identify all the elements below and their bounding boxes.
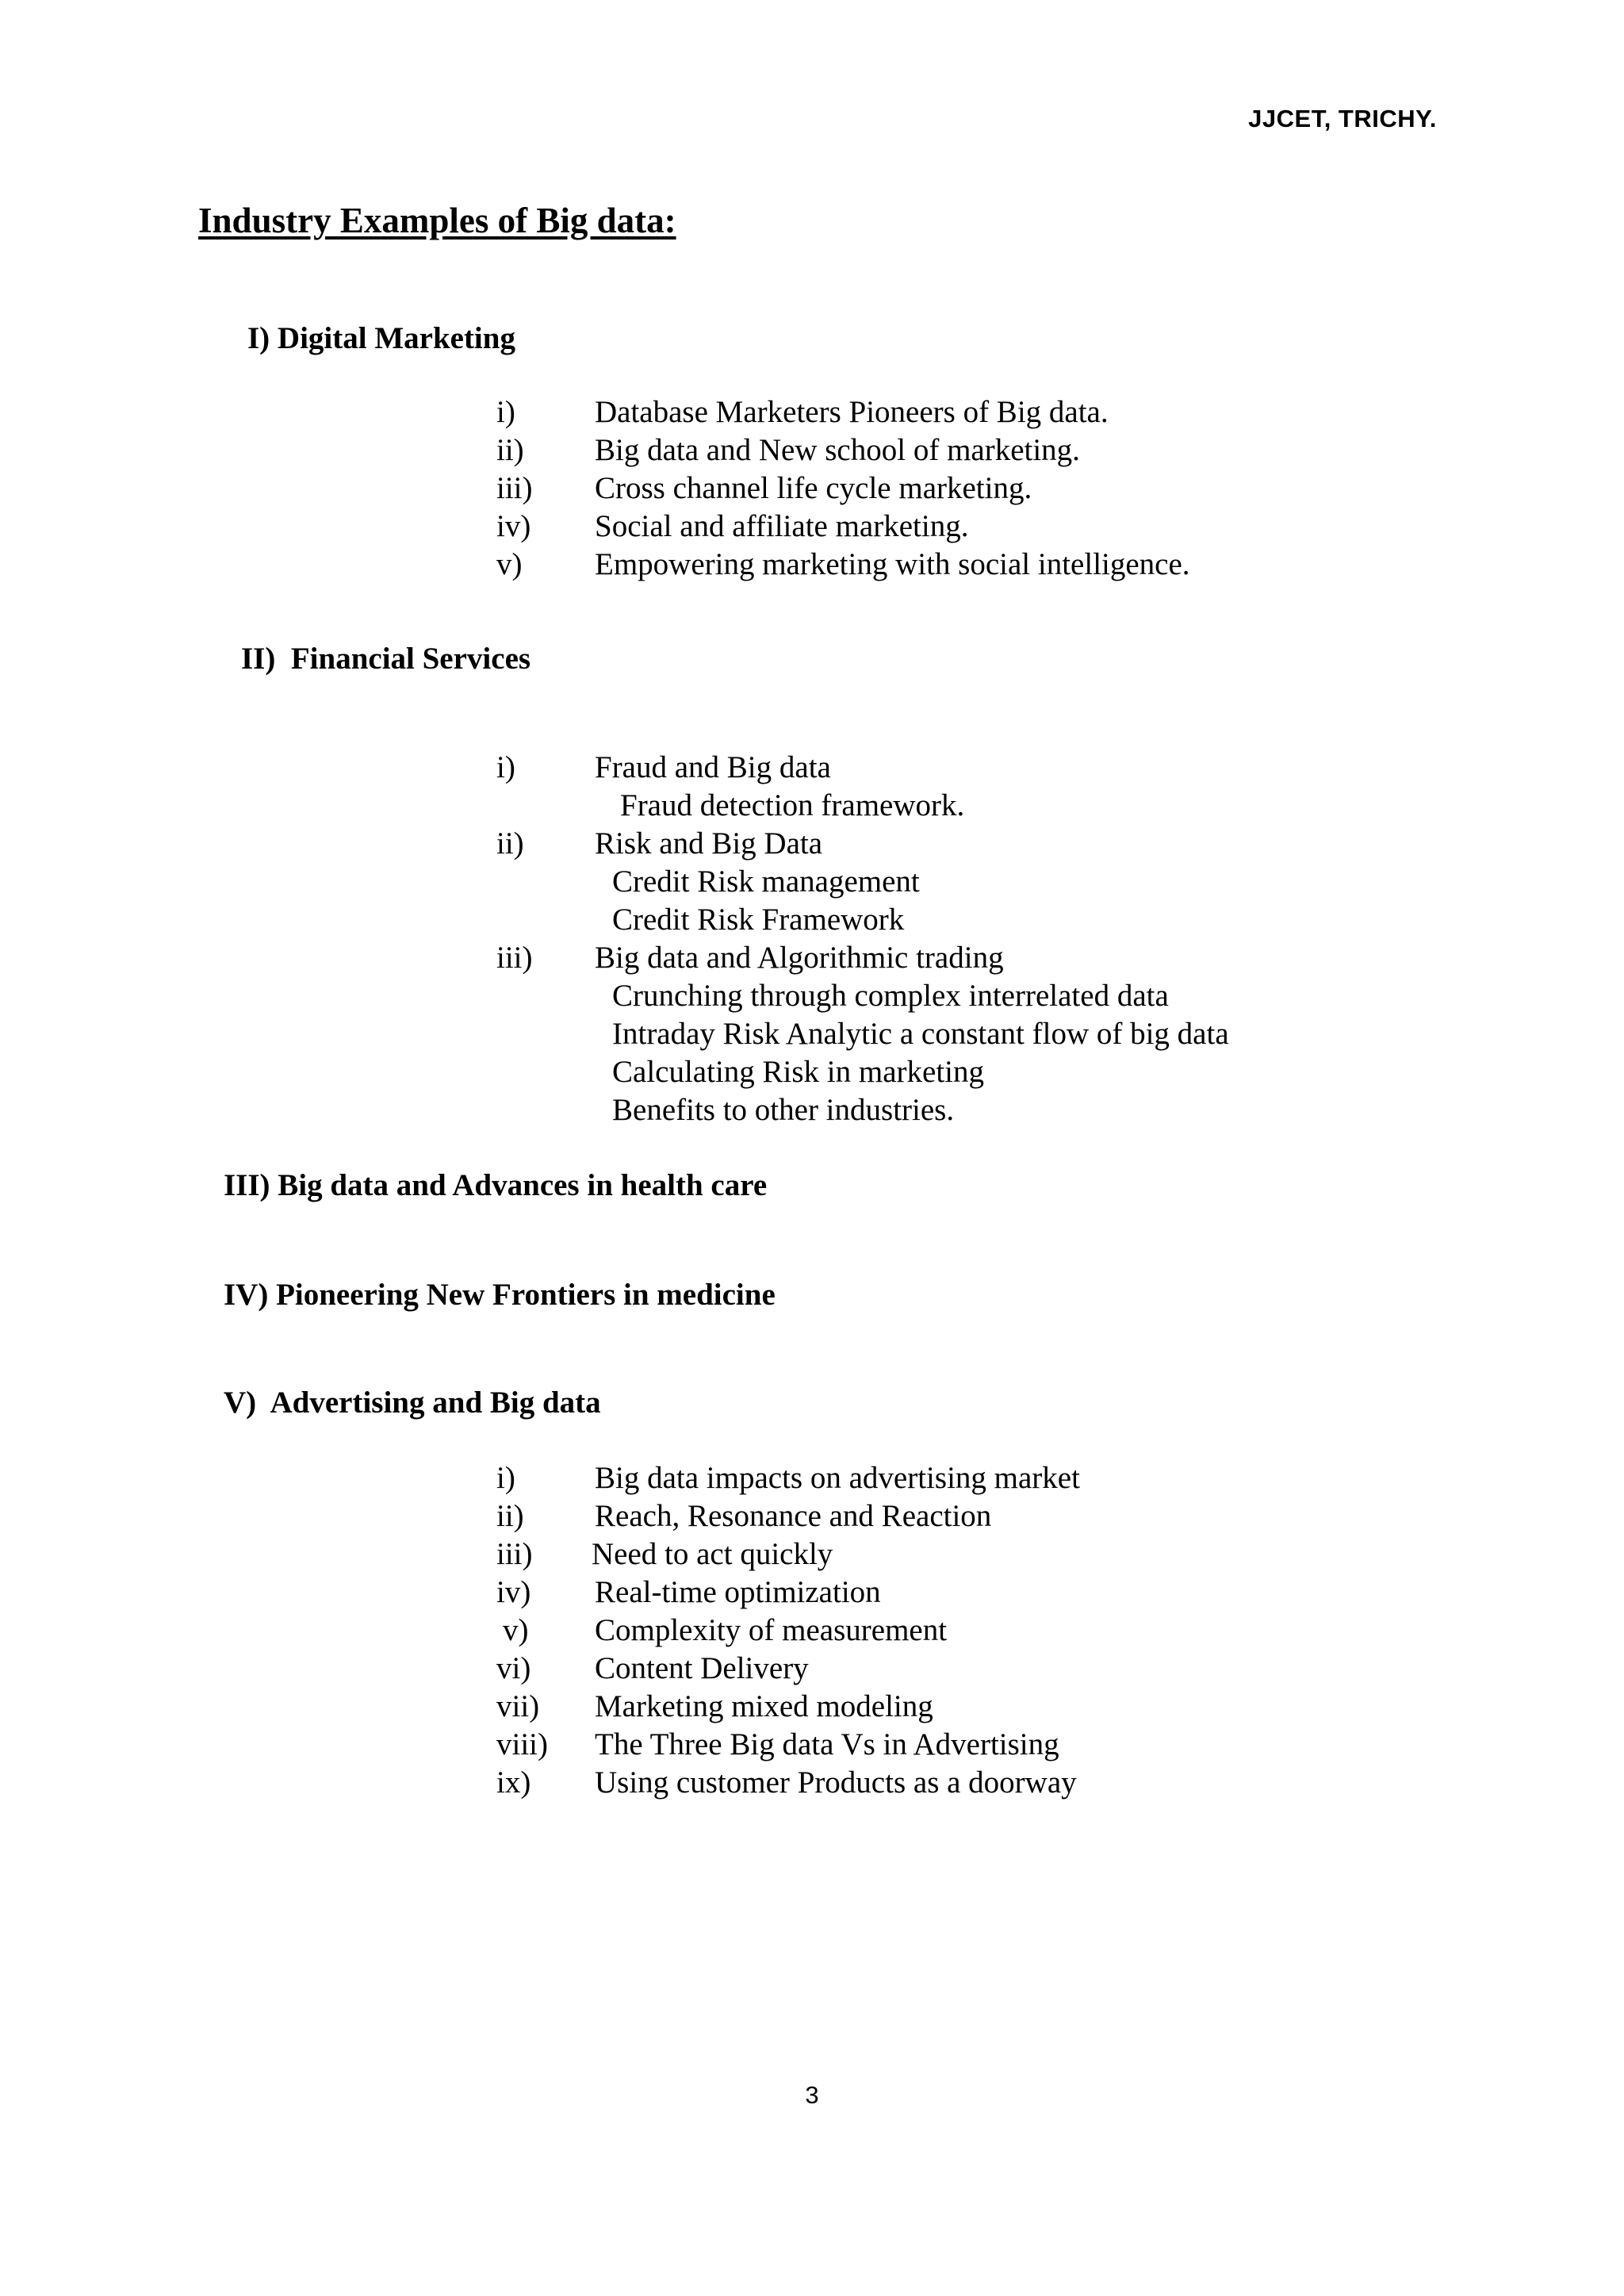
item-number: v) — [496, 547, 523, 581]
item-number: viii) — [496, 1727, 548, 1761]
item-text: Big data and Algorithmic trading — [595, 941, 1004, 975]
item-text: Real-time optimization — [595, 1575, 881, 1609]
sub-item-text: Crunching through complex interrelated data — [612, 979, 1169, 1013]
item-number: ii) — [496, 1499, 524, 1533]
item-text: Marketing mixed modeling — [595, 1689, 933, 1723]
item-number: iii) — [496, 941, 533, 975]
item-number: iv) — [496, 509, 531, 543]
section-heading-advertising: V) Advertising and Big data — [224, 1386, 601, 1420]
item-text: Using customer Products as a doorway — [595, 1765, 1077, 1800]
item-number: i) — [496, 750, 515, 784]
section-heading-health-care: III) Big data and Advances in health care — [224, 1168, 768, 1202]
sub-item-text: Calculating Risk in marketing — [612, 1055, 985, 1089]
item-text: Empowering marketing with social intelligence. — [595, 547, 1190, 581]
item-number: i) — [496, 1461, 515, 1495]
sub-item-text: Intraday Risk Analytic a constant flow of big data — [612, 1017, 1229, 1051]
item-text: Reach, Resonance and Reaction — [595, 1499, 992, 1533]
item-text: Fraud and Big data — [595, 750, 831, 784]
section-heading-financial-services: II) Financial Services — [241, 642, 531, 676]
item-number: iii) — [496, 471, 533, 505]
item-text: Content Delivery — [595, 1651, 809, 1685]
item-text: Big data impacts on advertising market — [595, 1461, 1080, 1495]
item-number: iii) — [496, 1537, 533, 1571]
item-text: Complexity of measurement — [595, 1613, 948, 1647]
item-number: ii) — [496, 826, 524, 861]
item-text: Need to act quickly — [592, 1537, 833, 1571]
item-number: vii) — [496, 1689, 540, 1723]
sub-item-text: Fraud detection framework. — [620, 788, 965, 822]
header-institute: JJCET, TRICHY. — [1248, 105, 1437, 132]
page-title: Industry Examples of Big data: — [198, 201, 676, 240]
item-number: iv) — [496, 1575, 531, 1609]
item-text: Risk and Big Data — [595, 826, 823, 861]
item-number: v) — [503, 1613, 529, 1647]
item-text: Cross channel life cycle marketing. — [595, 471, 1032, 505]
sub-item-text: Credit Risk management — [612, 864, 920, 899]
item-number: i) — [496, 395, 515, 429]
item-number: ii) — [496, 433, 524, 467]
sub-item-text: Benefits to other industries. — [612, 1093, 955, 1127]
item-number: ix) — [496, 1765, 531, 1800]
sub-item-text: Credit Risk Framework — [612, 903, 905, 937]
item-text: The Three Big data Vs in Advertising — [595, 1727, 1059, 1761]
section-heading-medicine: IV) Pioneering New Frontiers in medicine — [224, 1278, 776, 1312]
item-text: Social and affiliate marketing. — [595, 509, 969, 543]
page-number: 3 — [805, 2081, 819, 2109]
item-text: Big data and New school of marketing. — [595, 433, 1080, 467]
item-text: Database Marketers Pioneers of Big data. — [595, 395, 1109, 429]
section-heading-digital-marketing: I) Digital Marketing — [247, 321, 515, 355]
item-number: vi) — [496, 1651, 531, 1685]
